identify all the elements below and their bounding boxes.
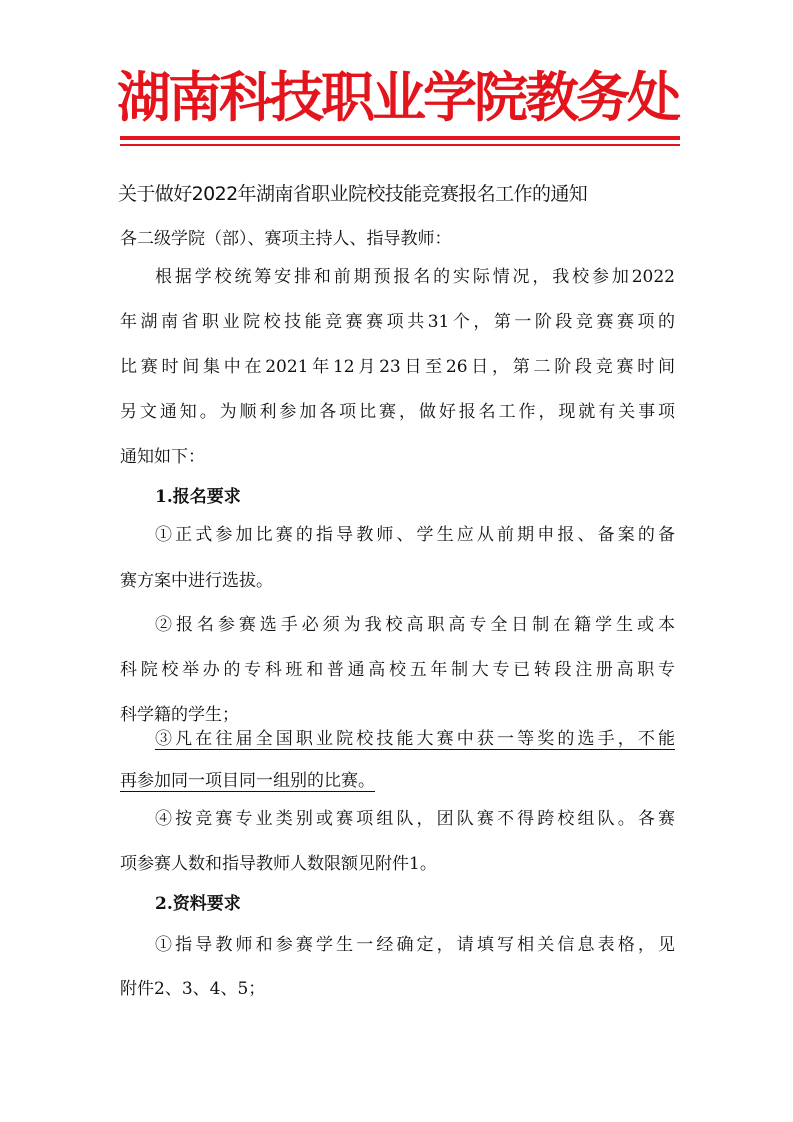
salutation: 各二级学院（部）、赛项主持人、指导教师： (120, 229, 452, 249)
intro-line: 年湖南省职业院校技能竞赛赛项共31个，第一阶段竞赛赛项的 (120, 312, 675, 332)
notice-title: 关于做好2022年湖南省职业院校技能竞赛报名工作的通知 (118, 183, 588, 205)
section2-item1-line: ①指导教师和参赛学生一经确定，请填写相关信息表格，见 (155, 935, 675, 955)
section1-heading: 1.报名要求 (155, 487, 241, 507)
intro-line: 比赛时间集中在2021年12月23日至26日，第二阶段竞赛时间 (120, 357, 675, 377)
section1-item1-line: ①正式参加比赛的指导教师、学生应从前期申报、备案的备 (155, 525, 675, 545)
masthead: 湖南科技职业学院教务处 (117, 65, 678, 129)
section1-item2-line: 科院校举办的专科班和普通高校五年制大专已转段注册高职专 (120, 660, 675, 680)
section1-item2-line: ②报名参赛选手必须为我校高职高专全日制在籍学生或本 (155, 615, 675, 635)
masthead-rule-thick (120, 136, 680, 140)
section1-item3-line: 再参加同一项目同一组别的比赛。 (120, 771, 375, 791)
intro-line: 根据学校统筹安排和前期预报名的实际情况，我校参加2022 (155, 267, 675, 287)
section1-item3-line: ③凡在往届全国职业院校技能大赛中获一等奖的选手，不能 (155, 729, 675, 749)
section1-item4-line: 项参赛人数和指导教师人数限额见附件1。 (120, 854, 437, 874)
section2-item1-line: 附件2、3、4、5； (120, 979, 266, 999)
section1-item1-line: 赛方案中进行选拔。 (120, 571, 273, 591)
intro-line: 另文通知。为顺利参加各项比赛，做好报名工作，现就有关事项 (120, 402, 675, 422)
section1-item4-line: ④按竞赛专业类别或赛项组队，团队赛不得跨校组队。各赛 (155, 809, 675, 829)
intro-line: 通知如下： (120, 447, 205, 467)
section1-item2-line: 科学籍的学生； (120, 705, 239, 725)
masthead-rule-thin (120, 144, 680, 146)
section2-heading: 2.资料要求 (155, 894, 241, 914)
